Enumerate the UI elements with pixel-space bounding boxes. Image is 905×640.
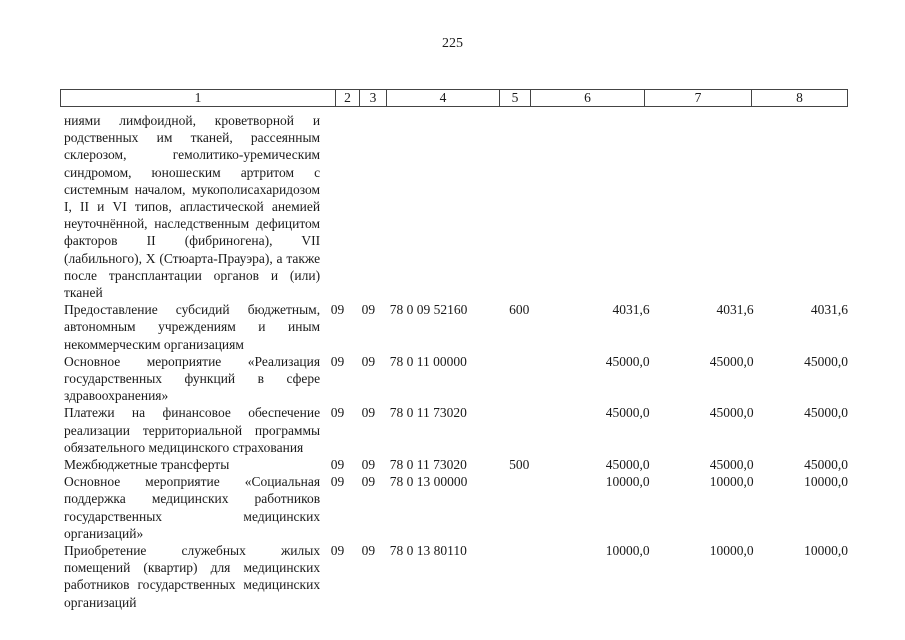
cell-target-article: 78 0 13 00000	[389, 474, 468, 490]
column-header-6: 6	[531, 90, 645, 106]
column-header-8: 8	[796, 90, 803, 105]
cell-amount-7: 45000,0	[709, 457, 754, 473]
cell-subsection: 09	[361, 543, 376, 559]
column-header-5: 5	[500, 90, 531, 106]
cell-target-article: 78 0 11 73020	[389, 457, 467, 473]
cell-amount-6: 45000,0	[605, 353, 650, 369]
column-header-1: 1	[61, 90, 336, 106]
cell-amount-7: 45000,0	[709, 405, 754, 421]
column-header-3: 3	[360, 90, 387, 106]
row-description: Основное мероприятие «Реализация государственных функций в сфере здравоохранения»	[64, 353, 321, 404]
cell-target-article: 78 0 09 52160	[389, 302, 468, 318]
cell-amount-8: 10000,0	[804, 474, 849, 490]
cell-subsection: 09	[361, 457, 376, 473]
column-header-4: 4	[387, 90, 500, 106]
cell-subsection: 09	[361, 302, 376, 318]
table-row	[64, 404, 848, 456]
cell-subsection: 09	[361, 474, 376, 490]
cell-expense-type: 600	[509, 302, 530, 318]
cell-amount-8: 10000,0	[804, 543, 849, 559]
column-header-7: 7	[645, 90, 752, 106]
row-description: ниями лимфоидной, кроветворной и родственных им тканей, рассеянным склерозом, гемолитико-уремическим синдромом, юношеским артритом с системным началом, мукополисахаридозом I, II и VI типов, апластической анемией неуточнённой, наследственным дефицитом факторов II (фибриногена), VII (лабильного), X (Стюарта-Прауэра), а также после трансплантации органов и (или) тканей	[64, 113, 321, 301]
table-row	[64, 542, 848, 611]
row-description: Предоставление субсидий бюджетным, автономным учреждениям и иным некоммерческим организациям	[64, 302, 321, 352]
table-row	[64, 112, 848, 301]
cell-target-article: 78 0 11 00000	[389, 353, 467, 369]
cell-section: 09	[330, 474, 345, 490]
cell-section: 09	[330, 353, 345, 369]
cell-section: 09	[330, 457, 345, 473]
row-description: Межбюджетные трансферты	[64, 457, 230, 473]
cell-amount-6: 45000,0	[605, 457, 650, 473]
cell-amount-8: 4031,6	[810, 302, 849, 318]
cell-amount-8: 45000,0	[804, 405, 849, 421]
cell-amount-7: 10000,0	[709, 543, 754, 559]
table-body	[64, 112, 848, 611]
cell-target-article: 78 0 13 80110	[389, 543, 467, 559]
page-number: 225	[442, 36, 463, 51]
cell-amount-6: 4031,6	[612, 302, 650, 318]
column-header-2: 2	[336, 90, 360, 106]
cell-subsection: 09	[361, 353, 376, 369]
table-row	[64, 473, 848, 542]
cell-amount-7: 10000,0	[709, 474, 754, 490]
table-row	[64, 456, 848, 473]
cell-section: 09	[330, 543, 345, 559]
cell-amount-7: 45000,0	[709, 353, 754, 369]
cell-amount-8: 45000,0	[804, 353, 849, 369]
cell-subsection: 09	[361, 405, 376, 421]
table-row	[64, 301, 848, 353]
cell-amount-8: 45000,0	[804, 457, 849, 473]
cell-section: 09	[330, 302, 345, 318]
cell-amount-7: 4031,6	[716, 302, 754, 318]
row-description: Приобретение служебных жилых помещений (квартир) для медицинских работников государственных медицинских организаций	[64, 543, 321, 610]
cell-amount-6: 10000,0	[605, 543, 650, 559]
cell-section: 09	[330, 405, 345, 421]
table-header-row	[60, 89, 848, 107]
cell-amount-6: 10000,0	[605, 474, 650, 490]
cell-expense-type: 500	[509, 457, 530, 473]
cell-target-article: 78 0 11 73020	[389, 405, 467, 421]
table-row	[64, 353, 848, 405]
row-description: Платежи на финансовое обеспечение реализации территориальной программы обязательного медицинского страхования	[64, 405, 321, 455]
row-description: Основное мероприятие «Социальная поддержка медицинских работников государственных медицинских организаций»	[64, 474, 321, 541]
cell-amount-6: 45000,0	[605, 405, 650, 421]
